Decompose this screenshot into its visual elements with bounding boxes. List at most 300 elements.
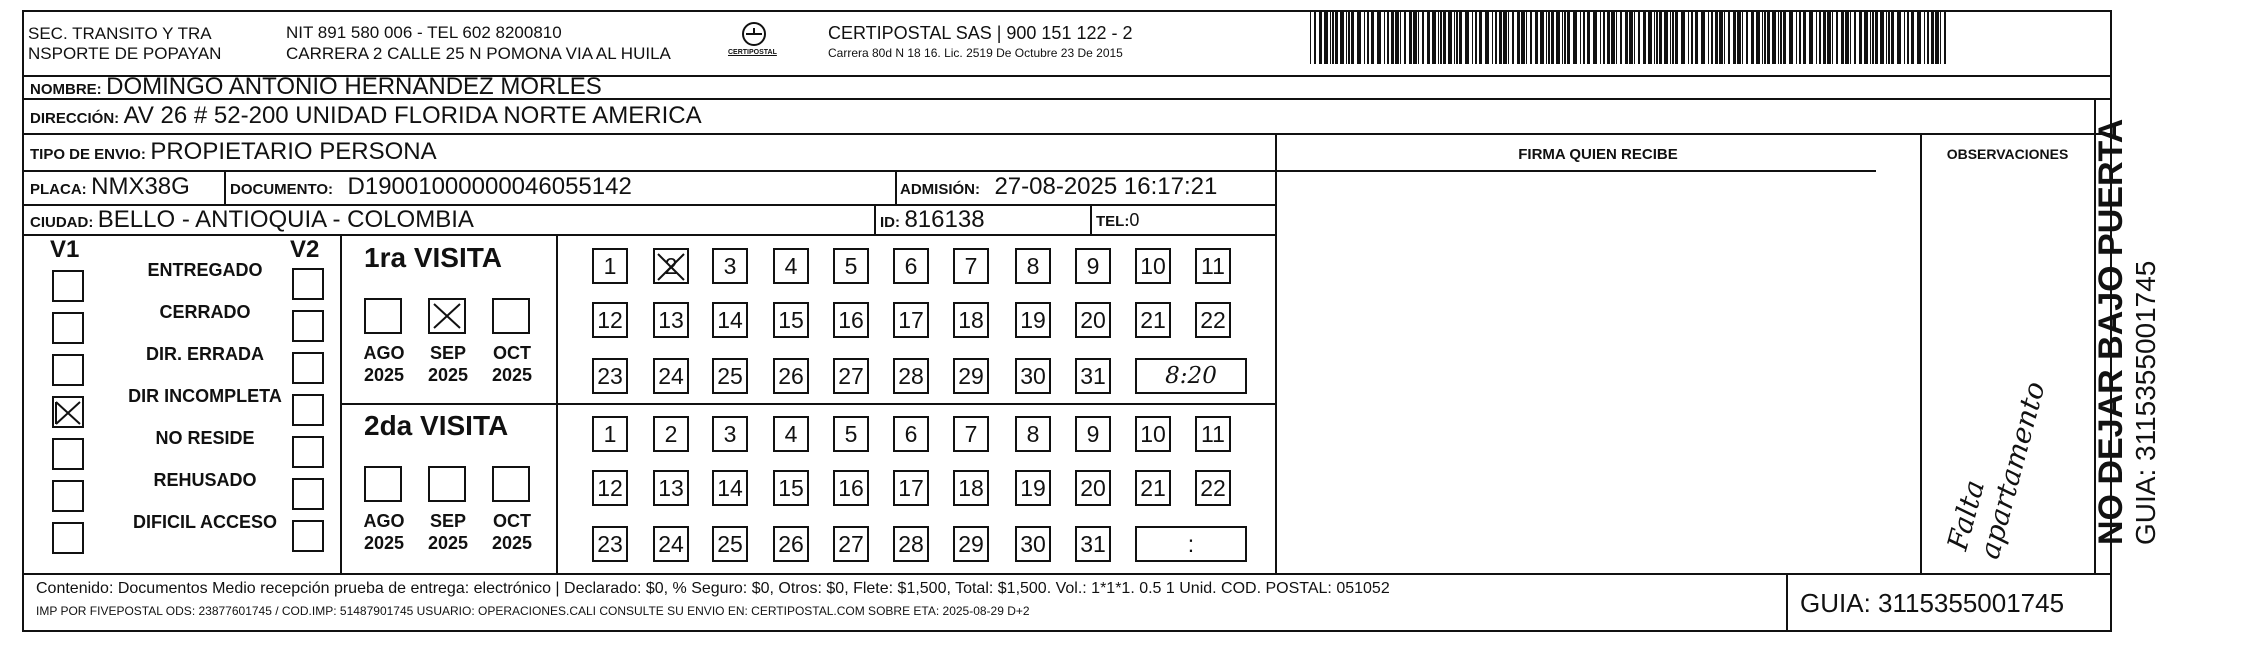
barcode-bar [1546,12,1547,64]
month-year: 2025 [427,533,469,553]
barcode-bar [1907,12,1909,64]
barcode-bar [1556,12,1560,64]
barcode-bar [1708,12,1709,64]
barcode-bar [1530,12,1532,64]
visit-title: 2da VISITA [364,410,509,441]
barcode-bar [1789,12,1793,64]
barcode-bar [1681,12,1685,64]
barcode-bar [1931,12,1934,64]
v2-checkbox[interactable] [292,478,324,510]
barcode-bar [1607,12,1610,64]
day-checkbox[interactable]: 14 [712,470,748,506]
divider [895,171,897,205]
barcode-bar [1340,12,1344,64]
placa-label: PLACA: [30,181,87,198]
barcode-bar [1719,12,1723,64]
month-checkbox[interactable] [428,298,466,334]
sender-address: CARRERA 2 CALLE 25 N POMONA VIA AL HUILA [286,44,671,63]
barcode-bar [1880,12,1884,64]
month-checkbox[interactable] [364,298,402,334]
ciudad-row [30,207,474,236]
day-checkbox[interactable]: 22 [1195,470,1231,506]
tipo-row [30,139,437,168]
month-name: OCT [493,343,531,363]
barcode-bar [1664,12,1668,64]
carrier-logo [728,20,790,62]
divider [874,205,876,235]
barcode [1310,12,1950,64]
divider [1786,574,1788,632]
day-checkbox[interactable]: 8 [1015,416,1051,452]
documento-label: DOCUMENTO: [230,181,334,198]
day-checkbox[interactable]: 2 [653,248,689,284]
barcode-bar [1836,12,1838,64]
barcode-bar [1935,12,1939,64]
barcode-bar [1593,12,1597,64]
day-checkbox[interactable]: 23 [592,526,628,562]
barcode-bar [1567,12,1570,64]
barcode-bar [1823,12,1826,64]
side-notice [2092,85,2162,545]
barcode-bar [1475,12,1477,64]
firma-label: FIRMA QUIEN RECIBE [1518,146,1678,163]
day-checkbox[interactable]: 16 [833,470,869,506]
status-label: DIFICIL ACCESO [132,512,277,532]
barcode-bar [1573,12,1577,64]
barcode-graphic [1310,12,1950,64]
day-checkbox[interactable]: 1 [592,248,628,284]
barcode-bar [1638,12,1640,64]
barcode-bar [1927,12,1929,64]
barcode-bar [1809,12,1813,64]
barcode-bar [1672,12,1674,64]
barcode-bar [1691,12,1693,64]
barcode-bar [1459,12,1462,64]
barcode-bar [1891,12,1894,64]
barcode-bar [1348,12,1350,64]
documento-row [230,174,632,203]
barcode-bar [1715,12,1718,64]
divider [556,235,558,573]
check-x-icon [54,398,82,426]
barcode-bar [1711,12,1713,64]
month-name: SEP [429,343,467,363]
barcode-bar [1701,12,1705,64]
check-x-icon [655,251,687,283]
barcode-bar [1911,12,1914,64]
tel-value: 0 [1129,210,1140,230]
day-checkbox[interactable]: 22 [1195,302,1231,338]
barcode-bar [1580,12,1581,64]
barcode-bar [1656,12,1658,64]
month-checkbox[interactable] [492,298,530,334]
ciudad-label: CIUDAD: [30,214,94,231]
divider [24,573,2110,575]
month-label [420,342,476,386]
day-checkbox[interactable]: 7 [953,248,989,284]
day-checkbox[interactable]: 23 [592,358,628,394]
barcode-bar [1517,12,1520,64]
v1-label: V1 [50,236,80,263]
barcode-bar [1778,12,1779,64]
barcode-bar [1499,12,1502,64]
day-checkbox[interactable]: 28 [893,526,929,562]
v2-checkbox[interactable] [292,310,324,342]
barcode-bar [1724,12,1725,64]
day-checkbox[interactable]: 9 [1075,416,1111,452]
month-checkbox[interactable] [492,466,530,502]
day-checkbox[interactable]: 5 [833,248,869,284]
barcode-bar [1643,12,1646,64]
observaciones-label: OBSERVACIONES [1946,146,2069,162]
barcode-bar [1783,12,1786,64]
day-checkbox[interactable]: 24 [653,526,689,562]
day-checkbox[interactable]: 27 [833,358,869,394]
barcode-bar [1479,12,1482,64]
day-checkbox[interactable]: 20 [1075,470,1111,506]
v1-checkbox[interactable] [52,396,84,428]
barcode-bar [1364,12,1365,64]
month-label [484,342,540,386]
barcode-bar [1548,12,1550,64]
status-label: CERRADO [159,302,251,322]
barcode-bar [1854,12,1856,64]
day-checkbox[interactable]: 21 [1135,470,1171,506]
barcode-bar [1695,12,1698,64]
barcode-bar [1659,12,1662,64]
barcode-bar [1508,12,1509,64]
day-checkbox[interactable]: 19 [1015,302,1051,338]
carrier-logo-text: CERTIPOSTAL [728,49,777,56]
barcode-bar [1485,12,1489,64]
barcode-bar [1888,12,1890,64]
divider [340,403,1276,405]
direccion-label: DIRECCIÓN: [30,110,120,127]
day-checkbox[interactable]: 11 [1195,416,1231,452]
day-checkbox[interactable]: 12 [592,470,628,506]
barcode-bar [1897,12,1901,64]
handwritten-note [1940,290,2060,563]
day-checkbox[interactable]: 17 [893,302,929,338]
barcode-bar [1819,12,1821,64]
direccion-row [30,104,702,131]
barcode-bar [1762,12,1763,64]
v1-checkbox[interactable] [52,354,84,386]
barcode-bar [1472,12,1473,64]
barcode-bar [1603,12,1605,64]
month-label [484,510,540,554]
day-checkbox[interactable]: 10 [1135,248,1171,284]
day-checkbox[interactable]: 4 [773,248,809,284]
barcode-bar [1413,12,1417,64]
sender-name [28,24,221,64]
barcode-bar [1521,12,1525,64]
barcode-bar [1728,12,1730,64]
sender-nit: NIT 891 580 006 - TEL 602 8200810 [286,23,562,42]
barcode-bar [1944,12,1946,64]
barcode-bar [1400,12,1401,64]
v1-checkbox[interactable] [52,438,84,470]
barcode-bar [1600,12,1601,64]
barcode-bar [1387,12,1389,64]
day-checkbox[interactable]: 20 [1075,302,1111,338]
carrier-info [828,22,1133,62]
barcode-bar [1422,12,1424,64]
divider [24,170,1876,172]
month-name: SEP [429,511,467,531]
day-checkbox[interactable]: 4 [773,416,809,452]
barcode-bar [1465,12,1469,64]
barcode-bar [1841,12,1844,64]
day-checkbox[interactable]: 26 [773,358,809,394]
day-checkbox[interactable]: 8 [1015,248,1051,284]
id-row [880,207,985,236]
tipo-label: TIPO DE ENVIO: [30,146,146,163]
day-checkbox[interactable]: 9 [1075,248,1111,284]
barcode-bar [1767,12,1770,64]
barcode-bar [1330,12,1331,64]
day-checkbox[interactable]: 21 [1135,302,1171,338]
barcode-bar [1764,12,1766,64]
day-checkbox[interactable]: 13 [653,470,689,506]
status-label: DIR INCOMPLETA [128,386,282,406]
barcode-bar [1351,12,1354,64]
month-year: 2025 [491,365,533,385]
day-checkbox[interactable]: 1 [592,416,628,452]
barcode-bar [1733,12,1736,64]
barcode-bar [1772,12,1776,64]
month-year: 2025 [491,533,533,553]
barcode-bar [1454,12,1455,64]
documento-value: D19001000000046055142 [347,173,632,200]
barcode-bar [1427,12,1430,64]
barcode-bar [1583,12,1585,64]
barcode-bar [1737,12,1741,64]
day-checkbox[interactable]: 26 [773,526,809,562]
barcode-bar [1319,12,1322,64]
v1-checkbox[interactable] [52,522,84,554]
day-checkbox[interactable]: 5 [833,416,869,452]
v2-checkbox[interactable] [292,352,324,384]
footer-content: Contenido: Documentos Medio recepción prueba de entrega: electrónico | Declarado: $0, % Seguro: $0, Otros: $0, Flete: $1,500, Total: $1,500. Vol.: 1*1*1. 0.5 1 Unid. COD. POSTAL: 051052 [36,580,1390,597]
v2-checkbox[interactable] [292,520,324,552]
status-label: NO RESIDE [155,428,255,448]
barcode-bar [1751,12,1754,64]
day-checkbox[interactable]: 3 [712,248,748,284]
barcode-bar [1832,12,1833,64]
month-year: 2025 [363,365,405,385]
day-checkbox[interactable]: 14 [712,302,748,338]
sender-name-line1: SEC. TRANSITO Y TRA [28,24,212,43]
barcode-bar [1616,12,1617,64]
divider [1090,205,1092,235]
v2-checkbox[interactable] [292,268,324,300]
barcode-bar [1371,12,1374,64]
day-checkbox[interactable]: 29 [953,526,989,562]
barcode-bar [1357,12,1361,64]
month-name: AGO [363,511,405,531]
barcode-bar [1870,12,1871,64]
barcode-bar [1512,12,1514,64]
day-checkbox[interactable]: 3 [712,416,748,452]
barcode-bar [1917,12,1921,64]
barcode-bar [1940,12,1941,64]
barcode-bar [1587,12,1590,64]
barcode-bar [1625,12,1628,64]
barcode-bar [1780,12,1782,64]
day-checkbox[interactable]: 29 [953,358,989,394]
day-checkbox[interactable]: 15 [773,302,809,338]
placa-value: NMX38G [91,173,190,200]
admision-value: 27-08-2025 16:17:21 [994,173,1218,200]
day-checkbox[interactable]: 10 [1135,416,1171,452]
side-no-dejar: NO DEJAR BAJO PUERTA [2092,118,2130,545]
barcode-bar [1688,12,1689,64]
nombre-value: DOMINGO ANTONIO HERNANDEZ MORLES [106,73,602,100]
month-checkbox[interactable] [364,466,402,502]
day-checkbox[interactable]: 18 [953,302,989,338]
month-label [356,342,412,386]
barcode-bar [1310,12,1311,64]
barcode-bar [1850,12,1851,64]
day-checkbox[interactable]: 6 [893,248,929,284]
day-checkbox[interactable]: 28 [893,358,929,394]
barcode-bar [1654,12,1655,64]
placa-row [30,174,190,203]
day-checkbox[interactable]: 19 [1015,470,1051,506]
day-checkbox[interactable]: 30 [1015,358,1051,394]
nombre-row [30,73,602,101]
footer-guia: GUIA: 3115355001745 [1800,588,2065,618]
month-name: AGO [363,343,405,363]
status-label: DIR. ERRADA [145,344,264,364]
v2-checkbox[interactable] [292,436,324,468]
visit-time-field[interactable]: 8:20 [1135,358,1247,394]
divider [340,235,342,573]
day-checkbox[interactable]: 15 [773,470,809,506]
barcode-bar [1756,12,1760,64]
day-checkbox[interactable]: 13 [653,302,689,338]
barcode-bar [1448,12,1452,64]
v1-checkbox[interactable] [52,312,84,344]
barcode-bar [1314,12,1316,64]
day-checkbox[interactable]: 18 [953,470,989,506]
month-name: OCT [493,511,531,531]
direccion-value: AV 26 # 52-200 UNIDAD FLORIDA NORTE AMERICA [123,102,702,129]
barcode-bar [1872,12,1874,64]
barcode-bar [1332,12,1334,64]
barcode-bar [1564,12,1566,64]
ciudad-value: BELLO - ANTIOQUIA - COLOMBIA [97,206,474,233]
day-checkbox[interactable]: 6 [893,416,929,452]
side-guia: GUIA: 3115355001745 [2130,260,2161,545]
barcode-bar [1742,12,1743,64]
day-checkbox[interactable]: 27 [833,526,869,562]
day-checkbox[interactable]: 25 [712,526,748,562]
barcode-bar [1803,12,1806,64]
divider [1275,134,1277,574]
barcode-bar [1438,12,1439,64]
day-checkbox[interactable]: 24 [653,358,689,394]
barcode-bar [1827,12,1831,64]
day-checkbox[interactable]: 11 [1195,248,1231,284]
barcode-bar [1796,12,1797,64]
day-checkbox[interactable]: 16 [833,302,869,338]
v1-checkbox[interactable] [52,480,84,512]
barcode-bar [1924,12,1925,64]
barcode-bar [1391,12,1394,64]
barcode-bar [1620,12,1622,64]
day-checkbox[interactable]: 31 [1075,526,1111,562]
barcode-bar [1367,12,1369,64]
day-checkbox[interactable]: 30 [1015,526,1051,562]
day-checkbox[interactable]: 31 [1075,358,1111,394]
barcode-bar [1611,12,1615,64]
id-value: 816138 [904,206,985,233]
barcode-bar [1432,12,1436,64]
divider [24,133,2110,135]
barcode-bar [1526,12,1527,64]
visit-time-field[interactable]: : [1135,526,1247,562]
divider [1920,134,1922,574]
barcode-bar [1440,12,1442,64]
barcode-bar [1377,12,1381,64]
barcode-bar [1816,12,1817,64]
barcode-bar [1346,12,1347,64]
barcode-bar [1634,12,1635,64]
barcode-bar [1324,12,1328,64]
tipo-value: PROPIETARIO PERSONA [150,138,437,165]
barcode-bar [1562,12,1563,64]
month-checkbox[interactable] [428,466,466,502]
barcode-bar [1670,12,1671,64]
carrier-license: Carrera 80d N 18 16. Lic. 2519 De Octubre 23 De 2015 [828,46,1123,60]
barcode-bar [1904,12,1905,64]
admision-label: ADMISIÓN: [900,181,980,198]
day-checkbox[interactable]: 12 [592,302,628,338]
barcode-bar [1875,12,1878,64]
v1-checkbox[interactable] [52,270,84,302]
barcode-bar [1495,12,1497,64]
barcode-bar [1859,12,1862,64]
barcode-bar [1404,12,1406,64]
footer-imp: IMP POR FIVEPOSTAL ODS: 23877601745 / COD.IMP: 51487901745 USUARIO: OPERACIONES.CALI CONSULTE SU ENVIO EN: CERTIPOSTAL.COM SOBRE ETA: 2025-08-29 D+2 [36,604,1030,618]
barcode-bar [1675,12,1678,64]
barcode-bar [1799,12,1801,64]
admision-row [900,174,1217,203]
v2-label: V2 [290,236,320,263]
day-checkbox[interactable]: 7 [953,416,989,452]
status-label: ENTREGADO [147,260,263,280]
day-checkbox[interactable]: 25 [712,358,748,394]
barcode-bar [1384,12,1385,64]
day-checkbox[interactable]: 17 [893,470,929,506]
barcode-bar [1443,12,1446,64]
barcode-bar [1409,12,1412,64]
month-year: 2025 [427,365,469,385]
check-x-icon [430,300,464,332]
barcode-bar [1395,12,1399,64]
sender-info [286,22,671,64]
v2-checkbox[interactable] [292,394,324,426]
month-label [420,510,476,554]
tel-label: TEL: [1096,213,1130,230]
barcode-bar [1492,12,1493,64]
day-checkbox[interactable]: 2 [653,416,689,452]
barcode-bar [1540,12,1544,64]
barcode-bar [1886,12,1887,64]
barcode-bar [1648,12,1652,64]
